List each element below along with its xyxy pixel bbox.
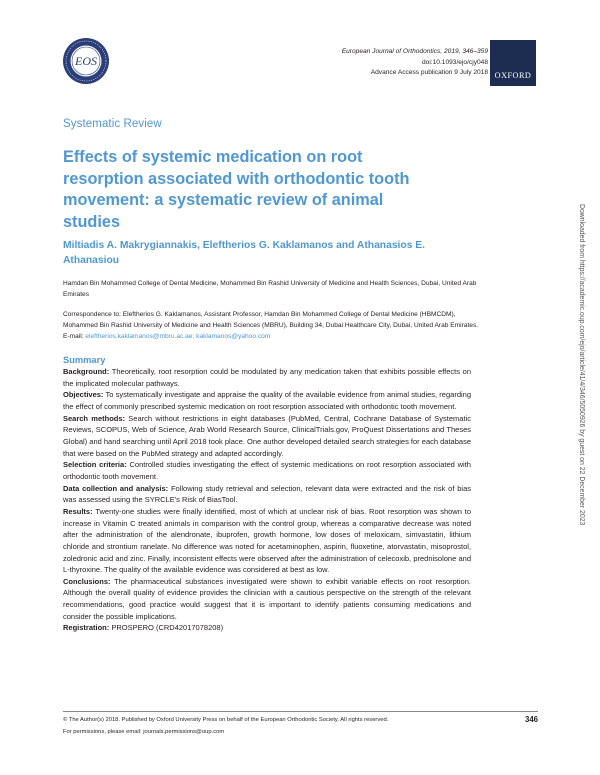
abstract-selection-criteria: Selection criteria: Controlled studies investigating the effect of systemic medications on root resorption associated with orthodontic tooth movement. <box>63 460 471 481</box>
article-type: Systematic Review <box>63 118 162 130</box>
correspondence <box>63 309 483 342</box>
abstract-background: Background: Theoretically, root resorption could be modulated by any medication taken that exhibits possible effects on the implicated molecular pathways. <box>63 367 471 388</box>
page-number: 346 <box>524 715 538 724</box>
journal-meta <box>342 47 488 79</box>
copyright-notice: © The Author(s) 2018. Published by Oxford University Press on behalf of the European Orthodontic Society. All rights reserved. <box>63 717 389 723</box>
affiliation: Hamdan Bin Mohammed College of Dental Medicine, Mohammed Bin Rashid University of Medicine and Health Sciences, Dubai, United Arab Emirates <box>63 280 477 298</box>
abstract-objectives: Objectives: To systematically investigate and appraise the quality of the available evidence from animal studies, regarding the effect of commonly prescribed systemic medication on root resorption associated with orthodontic tooth movement. <box>63 390 471 411</box>
footer <box>63 714 388 738</box>
email-link-1[interactable]: eleftherios.kaklamanos@mbru.ac.ae <box>85 333 193 340</box>
oxford-publisher-logo: OXFORD <box>490 40 536 86</box>
access-date: Advance Access publication 9 July 2018 <box>370 69 488 76</box>
journal-citation: European Journal of Orthodontics, 2019, 346–359 <box>341 48 488 55</box>
abstract-search-methods: Search methods: Search without restrictions in eight databases (PubMed, Central, Cochrane Database of Systematic Reviews, SCOPUS, Web of Science, Arab World Research Source, ClinicalTrials.gov, ProQuest Dissertations and Theses Global) and hand searching until April 2018 took place. One author developed detailed search strategies for each database that were based on the PubMed strategy and adapted accordingly. <box>63 413 471 458</box>
abstract-conclusions: Conclusions: The pharmaceutical substances investigated were shown to exhibit variable effects on root resorption. Although the overall quality of evidence provides the clinician with a cautious perspective on the strength of the relevant recommendations, good practice would suggest that it is important to identify patients consuming medications and consider the possible implications. <box>63 576 471 621</box>
abstract <box>63 366 471 634</box>
email-link-2[interactable]: kaklamanos@yahoo.com <box>196 333 271 340</box>
permissions-notice[interactable]: For permissions, please email: journals.permissions@oup.com <box>63 729 225 735</box>
abstract-results: Results: Twenty-one studies were finally identified, most of which at unclear risk of bias. Root resorption was shown to increase in Vitamin C treated animals in comparison with the control group, whereas a comparative decrease was noted after the administration of the alendronate, ibuprofen, growth hormone, low doses of meloxicam, simvastatin, lithium chloride and strontium ranelate. No difference was noted for acetaminophen, aspirin, fluoxetine, atorvastatin, misoprostol, zoledronic acid and zinc. Finally, inconsistent effects were observed after the administration of celecoxib, prednisolone and L-thyroxine. The quality of the available evidence was considered at best as low. <box>63 506 471 575</box>
footer-divider <box>63 711 538 712</box>
author-list: Miltiadis A. Makrygiannakis, Eleftherios G. Kaklamanos and Athanasios E. Athanasiou <box>63 240 426 266</box>
email-separator: ; <box>192 333 195 340</box>
download-watermark: Downloaded from https://academic.oup.com/ejo/article/41/4/346/5050926 by guest on 22 December 2023 <box>578 204 585 526</box>
correspondence-text: Correspondence to: Eleftherios G. Kaklamanos, Assistant Professor, Hamdan Bin Mohammed College of Dental Medicine (HBMCDM), Mohammed Bin Rashid University of Medicine and Health Sciences (MBRU), Building 34, Dubai Healthcare City, Dubai, United Arab Emirates. E-mail: <box>63 311 479 340</box>
svg-text:EOS: EOS <box>75 54 97 68</box>
journal-seal-logo <box>62 37 110 85</box>
abstract-data-collection: Data collection and analysis: Following study retrieval and selection, relevant data were extracted and the risk of bias was assessed using the SYRCLE's Risk of BiasTool. <box>63 483 471 505</box>
doi[interactable]: doi:10.1093/ejo/cjy048 <box>422 58 488 66</box>
article-title: Effects of systemic medication on root resorption associated with orthodontic tooth movement: a systematic review of animal studies <box>63 148 410 231</box>
abstract-registration: Registration: PROSPERO (CRD42017078208) <box>63 623 224 633</box>
summary-heading: Summary <box>63 355 106 365</box>
